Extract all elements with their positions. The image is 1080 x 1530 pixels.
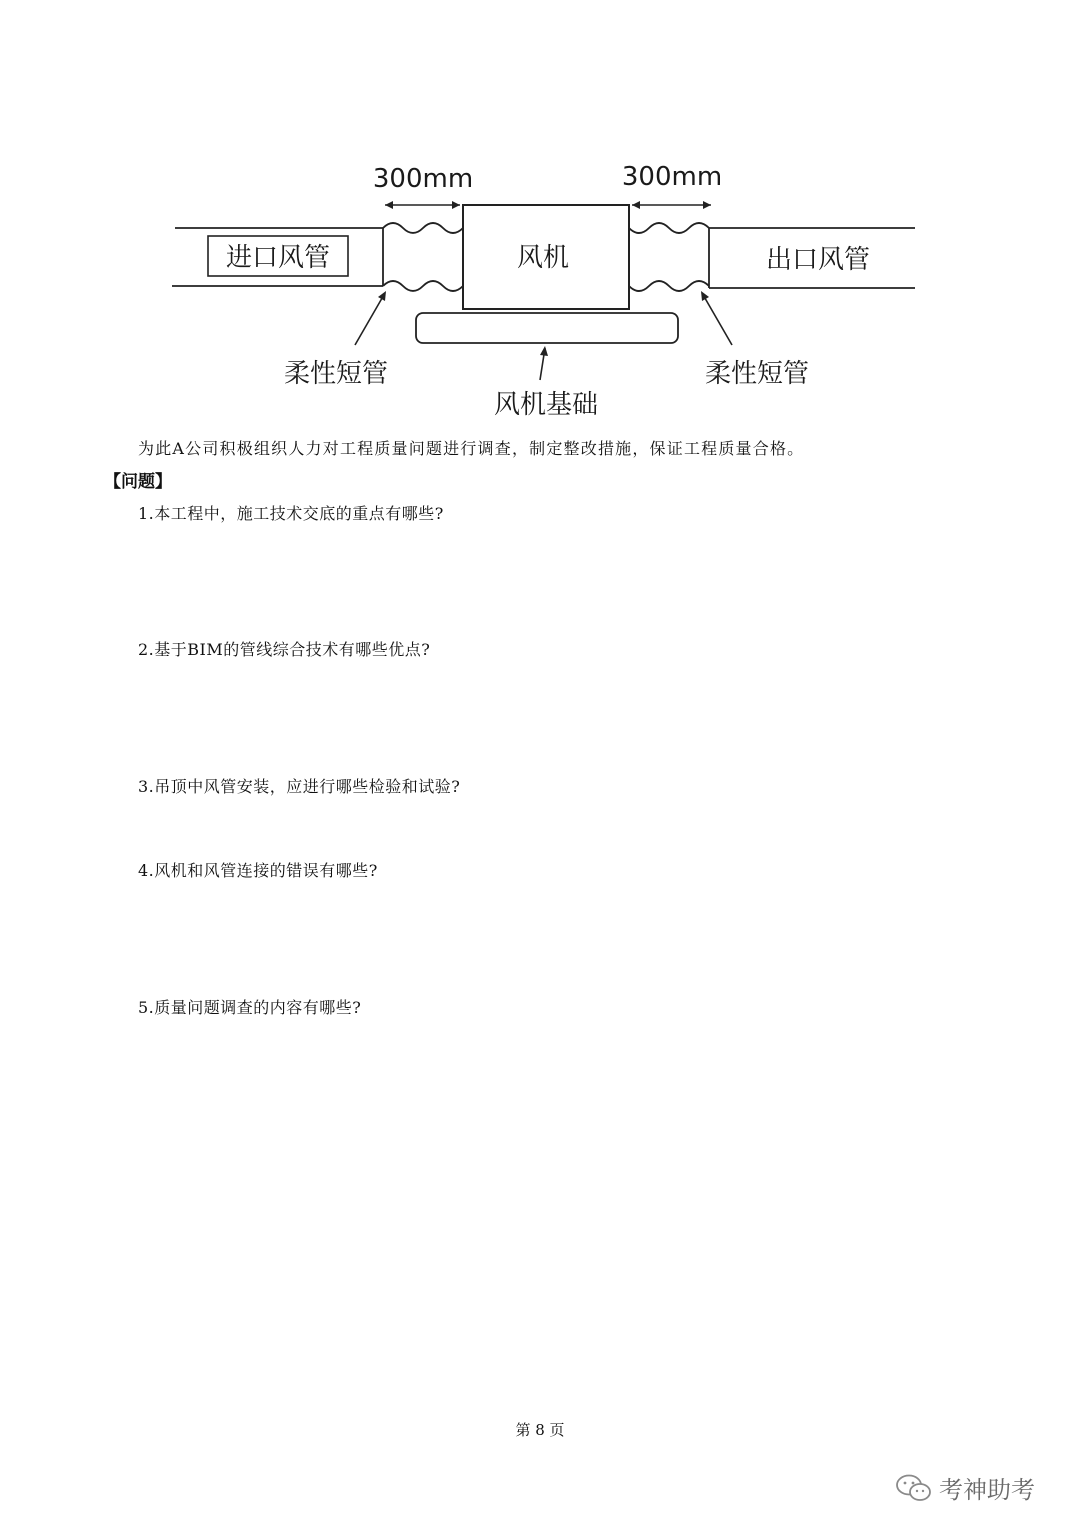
flex-right-top-wave <box>629 223 709 233</box>
dim-left-label: 300mm <box>372 164 474 194</box>
flex-right-leader <box>702 293 732 345</box>
wechat-icon <box>895 1473 933 1503</box>
fan-base-label: 风机基础 <box>493 390 599 420</box>
flex-right-bottom-wave <box>629 281 709 291</box>
section-title: 【问题】 <box>104 472 172 492</box>
question-1: 1.本工程中，施工技术交底的重点有哪些? <box>138 504 444 523</box>
flex-left-leader <box>355 293 385 345</box>
watermark-text: 考神助考 <box>939 1476 1035 1504</box>
outlet-duct-label: 出口风管 <box>765 245 871 275</box>
fan-base-box <box>416 313 678 343</box>
question-2: 2.基于BIM的管线综合技术有哪些优点? <box>138 640 431 659</box>
question-5: 5.质量问题调查的内容有哪些? <box>138 998 362 1017</box>
flex-left-bottom-wave <box>383 281 463 291</box>
question-3: 3.吊顶中风管安装，应进行哪些检验和试验? <box>138 777 461 796</box>
fan-connection-diagram <box>160 150 930 425</box>
flex-left-top-wave <box>383 223 463 233</box>
inlet-duct-label: 进口风管 <box>225 243 331 273</box>
page-number: 第 8 页 <box>515 1421 565 1439</box>
flex-right-label: 柔性短管 <box>704 359 810 389</box>
fan-label: 风机 <box>516 243 570 273</box>
intro-paragraph: 为此A公司积极组织人力对工程质量问题进行调查，制定整改措施，保证工程质量合格。 <box>138 439 805 458</box>
dim-right-label: 300mm <box>621 162 723 192</box>
flex-left-label: 柔性短管 <box>283 359 389 389</box>
watermark <box>895 1470 1035 1505</box>
question-4: 4.风机和风管连接的错误有哪些? <box>138 861 378 880</box>
